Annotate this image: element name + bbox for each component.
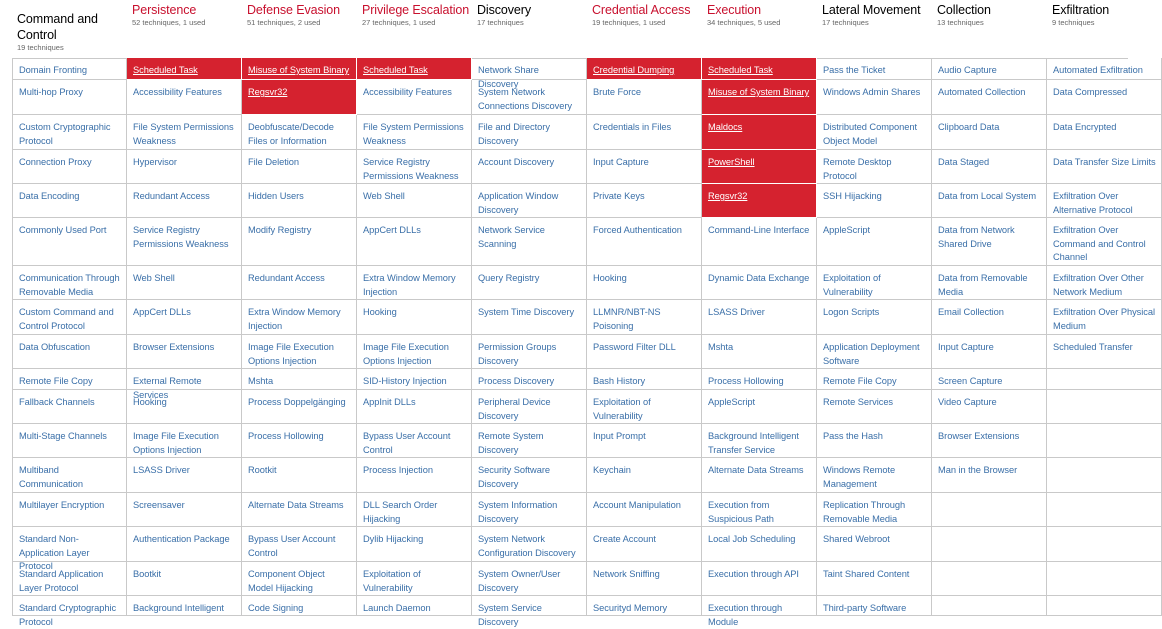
technique-cell[interactable]: Exfiltration Over Command and Control Channel [1047, 218, 1162, 266]
technique-cell[interactable]: Fallback Channels [12, 390, 127, 424]
technique-count: 19 techniques [17, 43, 64, 52]
technique-cell[interactable]: Data Compressed [1047, 80, 1162, 115]
tactic-title: Privilege Escalation [362, 3, 470, 17]
technique-cell[interactable]: Input Prompt [587, 424, 702, 458]
tactic-header[interactable] [12, 0, 127, 58]
tactic-title: Command and Control [17, 12, 98, 42]
technique-count: 52 techniques, 1 used [132, 18, 206, 27]
technique-cell[interactable]: Exploitation of Vulnerability [587, 390, 702, 424]
technique-cell[interactable]: System Owner/User Discovery [472, 562, 587, 596]
technique-cell[interactable]: Remote File Copy [817, 369, 932, 390]
technique-cell[interactable]: Data from Network Shared Drive [932, 218, 1047, 266]
technique-cell[interactable]: Custom Cryptographic Protocol [12, 115, 127, 150]
technique-cell[interactable]: Code Signing [242, 596, 357, 616]
technique-cell[interactable]: Exfiltration Over Alternative Protocol [1047, 184, 1162, 218]
technique-cell[interactable]: Command-Line Interface [702, 218, 817, 266]
technique-cell[interactable]: Process Injection [357, 458, 472, 493]
technique-cell[interactable]: Input Capture [932, 335, 1047, 369]
empty-cell [1047, 390, 1162, 424]
technique-cell[interactable]: Permission Groups Discovery [472, 335, 587, 369]
tactic-header[interactable] [587, 0, 702, 58]
technique-cell[interactable]: Modify Registry [242, 218, 357, 266]
technique-cell[interactable]: Email Collection [932, 300, 1047, 335]
empty-cell [1047, 596, 1162, 616]
tactic-title: Execution [707, 3, 761, 17]
technique-cell[interactable]: Windows Remote Management [817, 458, 932, 493]
technique-cell[interactable]: Data Encrypted [1047, 115, 1162, 150]
technique-cell[interactable]: Dylib Hijacking [357, 527, 472, 562]
tactic-title: Lateral Movement [822, 3, 921, 17]
technique-cell[interactable]: Mshta [242, 369, 357, 390]
technique-cell[interactable]: Misuse of System Binary [242, 58, 357, 80]
technique-cell[interactable]: Web Shell [127, 266, 242, 300]
technique-cell[interactable]: Securityd Memory [587, 596, 702, 616]
technique-cell[interactable]: SID-History Injection [357, 369, 472, 390]
technique-cell[interactable]: Process Discovery [472, 369, 587, 390]
technique-cell[interactable]: Image File Execution Options Injection [357, 335, 472, 369]
technique-cell[interactable]: Network Share Discovery [472, 58, 587, 80]
technique-cell[interactable]: Exfiltration Over Physical Medium [1047, 300, 1162, 335]
technique-cell[interactable]: System Service Discovery [472, 596, 587, 616]
technique-cell[interactable]: AppCert DLLs [357, 218, 472, 266]
tactic-column-collection [932, 0, 1047, 606]
technique-cell[interactable]: Hooking [357, 300, 472, 335]
technique-cell[interactable]: Component Object Model Hijacking [242, 562, 357, 596]
technique-cell[interactable]: LSASS Driver [127, 458, 242, 493]
technique-cell[interactable]: Data Staged [932, 150, 1047, 184]
tactic-title: Credential Access [592, 3, 691, 17]
tactic-column-execution [702, 0, 817, 627]
technique-cell[interactable]: Pass the Ticket [817, 58, 932, 80]
technique-cell[interactable]: Remote System Discovery [472, 424, 587, 458]
technique-cell[interactable]: Hidden Users [242, 184, 357, 218]
technique-cell[interactable]: Multilayer Encryption [12, 493, 127, 527]
technique-cell[interactable]: DLL Search Order Hijacking [357, 493, 472, 527]
technique-cell[interactable]: LLMNR/NBT-NS Poisoning [587, 300, 702, 335]
technique-cell[interactable]: Keychain [587, 458, 702, 493]
technique-cell[interactable]: Domain Fronting [12, 58, 127, 80]
technique-cell[interactable]: Automated Collection [932, 80, 1047, 115]
technique-cell[interactable]: Third-party Software [817, 596, 932, 616]
attack-matrix [12, 0, 1156, 627]
tactic-title: Persistence [132, 3, 197, 17]
technique-cell[interactable]: Commonly Used Port [12, 218, 127, 266]
technique-cell[interactable]: Multi-Stage Channels [12, 424, 127, 458]
technique-cell[interactable]: Security Software Discovery [472, 458, 587, 493]
technique-cell[interactable]: Man in the Browser [932, 458, 1047, 493]
technique-cell[interactable]: Accessibility Features [357, 80, 472, 115]
technique-cell[interactable]: Bypass User Account Control [242, 527, 357, 562]
technique-count: 17 techniques [822, 18, 869, 27]
technique-cell[interactable]: Browser Extensions [932, 424, 1047, 458]
technique-cell[interactable]: Create Account [587, 527, 702, 562]
technique-cell[interactable]: Authentication Package [127, 527, 242, 562]
tactic-header[interactable] [817, 0, 932, 58]
technique-cell[interactable]: Distributed Component Object Model [817, 115, 932, 150]
technique-cell[interactable]: Application Deployment Software [817, 335, 932, 369]
empty-cell [1047, 458, 1162, 493]
empty-cell [1047, 424, 1162, 458]
technique-cell[interactable]: Extra Window Memory Injection [242, 300, 357, 335]
technique-cell[interactable]: File System Permissions Weakness [127, 115, 242, 150]
technique-count: 13 techniques [937, 18, 984, 27]
technique-cell[interactable]: Service Registry Permissions Weakness [357, 150, 472, 184]
technique-cell[interactable]: Taint Shared Content [817, 562, 932, 596]
technique-cell[interactable]: External Remote Services [127, 369, 242, 390]
technique-cell[interactable]: Background Intelligent [127, 596, 242, 616]
technique-cell[interactable]: Exfiltration Over Other Network Medium [1047, 266, 1162, 300]
tactic-header[interactable] [127, 0, 242, 58]
technique-cell[interactable]: Background Intelligent Transfer Service [702, 424, 817, 458]
technique-cell[interactable]: Brute Force [587, 80, 702, 115]
technique-cell[interactable]: Standard Application Layer Protocol [12, 562, 127, 596]
technique-cell[interactable]: Mshta [702, 335, 817, 369]
technique-cell[interactable]: Credentials in Files [587, 115, 702, 150]
technique-cell[interactable]: Screen Capture [932, 369, 1047, 390]
technique-count: 17 techniques [477, 18, 524, 27]
technique-cell[interactable]: Execution through API [702, 562, 817, 596]
tactic-header[interactable] [242, 0, 357, 58]
tactic-header[interactable] [472, 0, 587, 58]
technique-cell[interactable]: Scheduled Task [702, 58, 817, 80]
tactic-header[interactable] [702, 0, 817, 58]
empty-cell [1047, 369, 1162, 390]
technique-cell[interactable]: Credential Dumping [587, 58, 702, 80]
technique-cell[interactable]: Windows Admin Shares [817, 80, 932, 115]
tactic-column-lateral-movement [817, 0, 932, 613]
technique-cell[interactable]: AppleScript [702, 390, 817, 424]
technique-cell[interactable]: Scheduled Transfer [1047, 335, 1162, 369]
technique-cell[interactable]: Alternate Data Streams [702, 458, 817, 493]
tactic-title: Discovery [477, 3, 531, 17]
technique-cell[interactable]: Logon Scripts [817, 300, 932, 335]
technique-cell[interactable]: Process Doppelgänging [242, 390, 357, 424]
technique-cell[interactable]: Redundant Access [242, 266, 357, 300]
technique-cell[interactable]: File and Directory Discovery [472, 115, 587, 150]
technique-cell[interactable]: System Information Discovery [472, 493, 587, 527]
technique-cell[interactable]: AppleScript [817, 218, 932, 266]
technique-cell[interactable]: Exploitation of Vulnerability [817, 266, 932, 300]
technique-cell[interactable]: Query Registry [472, 266, 587, 300]
technique-cell[interactable]: Alternate Data Streams [242, 493, 357, 527]
technique-cell[interactable]: Misuse of System Binary [702, 80, 817, 115]
tactic-column-persistence [127, 0, 242, 613]
technique-cell[interactable]: Custom Command and Control Protocol [12, 300, 127, 335]
technique-cell[interactable]: Scheduled Task [127, 58, 242, 80]
empty-cell [1047, 527, 1162, 562]
technique-cell[interactable]: Web Shell [357, 184, 472, 218]
technique-cell[interactable]: AppInit DLLs [357, 390, 472, 424]
technique-cell[interactable]: Replication Through Removable Media [817, 493, 932, 527]
technique-cell[interactable]: Hooking [587, 266, 702, 300]
technique-cell[interactable]: Clipboard Data [932, 115, 1047, 150]
technique-count: 19 techniques, 1 used [592, 18, 666, 27]
technique-cell[interactable]: Deobfuscate/Decode Files or Information [242, 115, 357, 150]
technique-cell[interactable]: Account Discovery [472, 150, 587, 184]
technique-cell[interactable]: Service Registry Permissions Weakness [127, 218, 242, 266]
technique-cell[interactable]: Execution through Module [702, 596, 817, 616]
technique-cell[interactable]: Browser Extensions [127, 335, 242, 369]
technique-cell[interactable]: Maldocs [702, 115, 817, 150]
technique-cell[interactable]: Redundant Access [127, 184, 242, 218]
technique-cell[interactable]: Data from Removable Media [932, 266, 1047, 300]
technique-cell[interactable]: LSASS Driver [702, 300, 817, 335]
technique-cell[interactable]: Shared Webroot [817, 527, 932, 562]
technique-cell[interactable]: Data Encoding [12, 184, 127, 218]
technique-cell[interactable]: Local Job Scheduling [702, 527, 817, 562]
technique-cell[interactable]: Exploitation of Vulnerability [357, 562, 472, 596]
technique-cell[interactable]: Forced Authentication [587, 218, 702, 266]
technique-cell[interactable]: Hypervisor [127, 150, 242, 184]
technique-cell[interactable]: Data Obfuscation [12, 335, 127, 369]
technique-cell[interactable]: Pass the Hash [817, 424, 932, 458]
technique-cell[interactable]: Image File Execution Options Injection [127, 424, 242, 458]
technique-cell[interactable]: PowerShell [702, 150, 817, 184]
technique-cell[interactable]: Remote Desktop Protocol [817, 150, 932, 184]
technique-cell[interactable]: Application Window Discovery [472, 184, 587, 218]
technique-cell[interactable]: Dynamic Data Exchange [702, 266, 817, 300]
technique-cell[interactable]: Regsvr32 [242, 80, 357, 115]
technique-cell[interactable]: Extra Window Memory Injection [357, 266, 472, 300]
tactic-column-defense-evasion [242, 0, 357, 613]
technique-cell[interactable]: SSH Hijacking [817, 184, 932, 218]
tactic-header[interactable] [1047, 0, 1162, 58]
technique-cell[interactable]: Image File Execution Options Injection [242, 335, 357, 369]
technique-cell[interactable]: Network Service Scanning [472, 218, 587, 266]
empty-cell [932, 596, 1047, 616]
technique-cell[interactable]: Private Keys [587, 184, 702, 218]
technique-cell[interactable]: System Network Connections Discovery [472, 80, 587, 115]
technique-cell[interactable]: Communication Through Removable Media [12, 266, 127, 300]
tactic-column-discovery [472, 0, 587, 627]
technique-cell[interactable]: System Time Discovery [472, 300, 587, 335]
technique-cell[interactable]: Screensaver [127, 493, 242, 527]
technique-cell[interactable]: Multi-hop Proxy [12, 80, 127, 115]
technique-cell[interactable]: Automated Exfiltration [1047, 58, 1162, 80]
technique-cell[interactable]: Input Capture [587, 150, 702, 184]
empty-cell [1047, 493, 1162, 527]
technique-cell[interactable]: Account Manipulation [587, 493, 702, 527]
technique-cell[interactable]: Accessibility Features [127, 80, 242, 115]
technique-cell[interactable]: Remote File Copy [12, 369, 127, 390]
technique-cell[interactable]: Standard Cryptographic Protocol [12, 596, 127, 616]
tactic-column-command-and-control [12, 0, 127, 627]
technique-cell[interactable]: Data from Local System [932, 184, 1047, 218]
technique-cell[interactable]: Bypass User Account Control [357, 424, 472, 458]
technique-cell[interactable]: System Network Configuration Discovery [472, 527, 587, 562]
technique-count: 34 techniques, 5 used [707, 18, 781, 27]
technique-cell[interactable]: Multiband Communication [12, 458, 127, 493]
empty-cell [1047, 562, 1162, 596]
technique-cell[interactable]: File Deletion [242, 150, 357, 184]
technique-cell[interactable]: Scheduled Task [357, 58, 472, 80]
technique-cell[interactable]: Password Filter DLL [587, 335, 702, 369]
tactic-column-exfiltration [1047, 0, 1162, 606]
technique-cell[interactable]: Process Hollowing [242, 424, 357, 458]
technique-cell[interactable]: Remote Services [817, 390, 932, 424]
technique-cell[interactable]: File System Permissions Weakness [357, 115, 472, 150]
technique-cell[interactable]: Video Capture [932, 390, 1047, 424]
tactic-header[interactable] [357, 0, 472, 58]
tactic-header[interactable] [932, 0, 1047, 58]
technique-cell[interactable]: Bash History [587, 369, 702, 390]
tactic-title: Exfiltration [1052, 3, 1110, 17]
technique-cell[interactable]: Data Transfer Size Limits [1047, 150, 1162, 184]
technique-cell[interactable]: Hooking [127, 390, 242, 424]
technique-cell[interactable]: Connection Proxy [12, 150, 127, 184]
technique-cell[interactable]: Process Hollowing [702, 369, 817, 390]
empty-cell [932, 527, 1047, 562]
technique-cell[interactable]: AppCert DLLs [127, 300, 242, 335]
technique-cell[interactable]: Rootkit [242, 458, 357, 493]
technique-cell[interactable]: Launch Daemon [357, 596, 472, 616]
tactic-title: Defense Evasion [247, 3, 341, 17]
technique-cell[interactable]: Bootkit [127, 562, 242, 596]
empty-cell [932, 493, 1047, 527]
technique-cell[interactable]: Standard Non-Application Layer Protocol [12, 527, 127, 562]
tactic-column-credential-access [587, 0, 702, 613]
tactic-column-privilege-escalation [357, 0, 472, 613]
empty-cell [932, 562, 1047, 596]
technique-count: 27 techniques, 1 used [362, 18, 436, 27]
technique-count: 9 techniques [1052, 18, 1095, 27]
technique-cell[interactable]: Peripheral Device Discovery [472, 390, 587, 424]
technique-cell[interactable]: Audio Capture [932, 58, 1047, 80]
technique-cell[interactable]: Network Sniffing [587, 562, 702, 596]
technique-cell[interactable]: Regsvr32 [702, 184, 817, 218]
tactic-title: Collection [937, 3, 991, 17]
technique-count: 51 techniques, 2 used [247, 18, 321, 27]
technique-cell[interactable]: Execution from Suspicious Path [702, 493, 817, 527]
